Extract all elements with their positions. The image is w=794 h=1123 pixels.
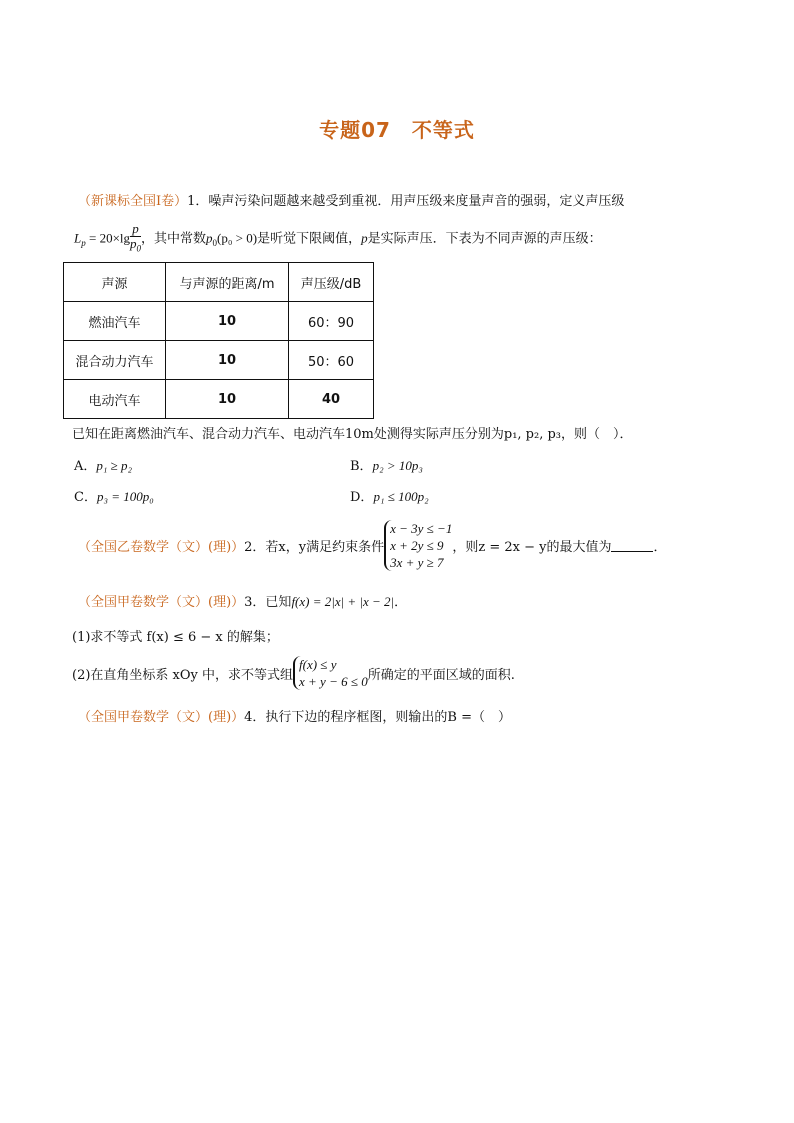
formula-L-sub: p [81, 237, 86, 248]
question-3-source: （全国甲卷数学（文）(理)） [78, 595, 245, 610]
option-b-text: p₂ > 10p₃ [372, 458, 423, 473]
q1-text-threshold: 是听觉下限阈值， [257, 231, 362, 247]
function-definition: f(x) = 2|x| + |x − 2| [291, 594, 395, 609]
option-b: B．p₂ > 10p₃ [350, 458, 423, 474]
constraint-1: x − 3y ≤ −1 [390, 520, 453, 536]
q1-text-table-intro: 是实际声压．下表为不同声源的声压级： [367, 231, 602, 247]
fraction-denominator: $p_0$ [130, 236, 142, 254]
question-2 [78, 516, 666, 574]
table-header: 与声源的距离/m [166, 263, 289, 302]
table-cell: 电动汽车 [64, 380, 166, 419]
table-cell: 60：90 [289, 302, 374, 341]
inequality-1: f(x) ≤ y [299, 657, 337, 672]
q1-text-constant: ，其中常数 [141, 231, 207, 247]
table-row [64, 380, 374, 419]
question-3-part-1: (1)求不等式 f(x) ≤ 6 − x 的解集； [72, 630, 279, 645]
question-1-line-1 [78, 190, 624, 209]
question-3-part-2 [72, 654, 515, 692]
table-header: 声源 [64, 263, 166, 302]
formula-fraction [130, 222, 141, 256]
p0-condition: (p₀ > 0) [217, 230, 258, 246]
p-symbol: p [361, 230, 368, 246]
question-1-stem: 已知在距离燃油汽车、混合动力汽车、电动汽车10m处测得实际声压分别为p₁, p₂, p₃，则（ ）． [72, 427, 633, 442]
question-1-text: 1．噪声污染问题越来越受到重视．用声压级来度量声音的强弱，定义声压级 [187, 194, 625, 209]
option-c-text: p₃ = 100p₀ [96, 489, 154, 504]
question-3-end: ． [394, 595, 408, 610]
question-2-end: ． [653, 539, 667, 555]
answer-blank [611, 539, 653, 552]
table-header-row [64, 263, 374, 302]
table-row [64, 302, 374, 341]
question-4-text: 4．执行下边的程序框图，则输出的B =（ ） [244, 710, 512, 725]
table-cell: 10 [166, 380, 289, 419]
table-cell: 40 [289, 380, 374, 419]
table-row [64, 341, 374, 380]
question-2-source: （全国乙卷数学（文）(理)） [78, 539, 245, 555]
option-a-text: p₁ ≥ p₂ [96, 458, 133, 473]
option-c: C．p₃ = 100p₀ [74, 489, 154, 505]
question-3 [78, 591, 407, 610]
table-cell: 50：60 [289, 341, 374, 380]
constraint-3: 3x + y ≥ 7 [390, 554, 444, 570]
p0-sub: 0 [212, 237, 218, 248]
question-4 [78, 706, 511, 725]
part-2-suffix: 所确定的平面区域的面积. [367, 667, 515, 683]
question-4-source: （全国甲卷数学（文）(理)） [78, 710, 245, 725]
inequality-system [293, 656, 368, 690]
formula-eq: = 20×lg [85, 230, 131, 246]
fraction-numerator: p [130, 222, 141, 237]
question-1-source: （新课标全国Ⅰ卷） [78, 194, 188, 209]
question-3-prefix: 3．已知 [244, 595, 292, 610]
sound-level-table [63, 262, 374, 419]
formula-L: L [74, 230, 82, 246]
table-cell: 10 [166, 341, 289, 380]
option-a: A．p₁ ≥ p₂ [74, 458, 133, 474]
question-2-prefix: 2．若x，y满足约束条件 [244, 539, 385, 555]
option-d: D．p₁ ≤ 100p₂ [350, 489, 429, 505]
constraint-system [384, 520, 452, 571]
table-header: 声压级/dB [289, 263, 374, 302]
page-title: 专题07 不等式 [319, 118, 475, 142]
part-2-prefix: (2)在直角坐标系 xOy 中，求不等式组 [72, 667, 294, 683]
inequality-2: x + y − 6 ≤ 0 [299, 674, 368, 689]
table-cell: 混合动力汽车 [64, 341, 166, 380]
table-cell: 燃油汽车 [64, 302, 166, 341]
table-cell: 10 [166, 302, 289, 341]
constraint-2: x + 2y ≤ 9 [390, 537, 444, 553]
question-1-line-2 [74, 222, 602, 256]
option-d-text: p₁ ≤ 100p₂ [373, 489, 429, 504]
p0-symbol: p [206, 230, 213, 246]
question-2-suffix: ，则z = 2x − y的最大值为 [452, 539, 612, 555]
